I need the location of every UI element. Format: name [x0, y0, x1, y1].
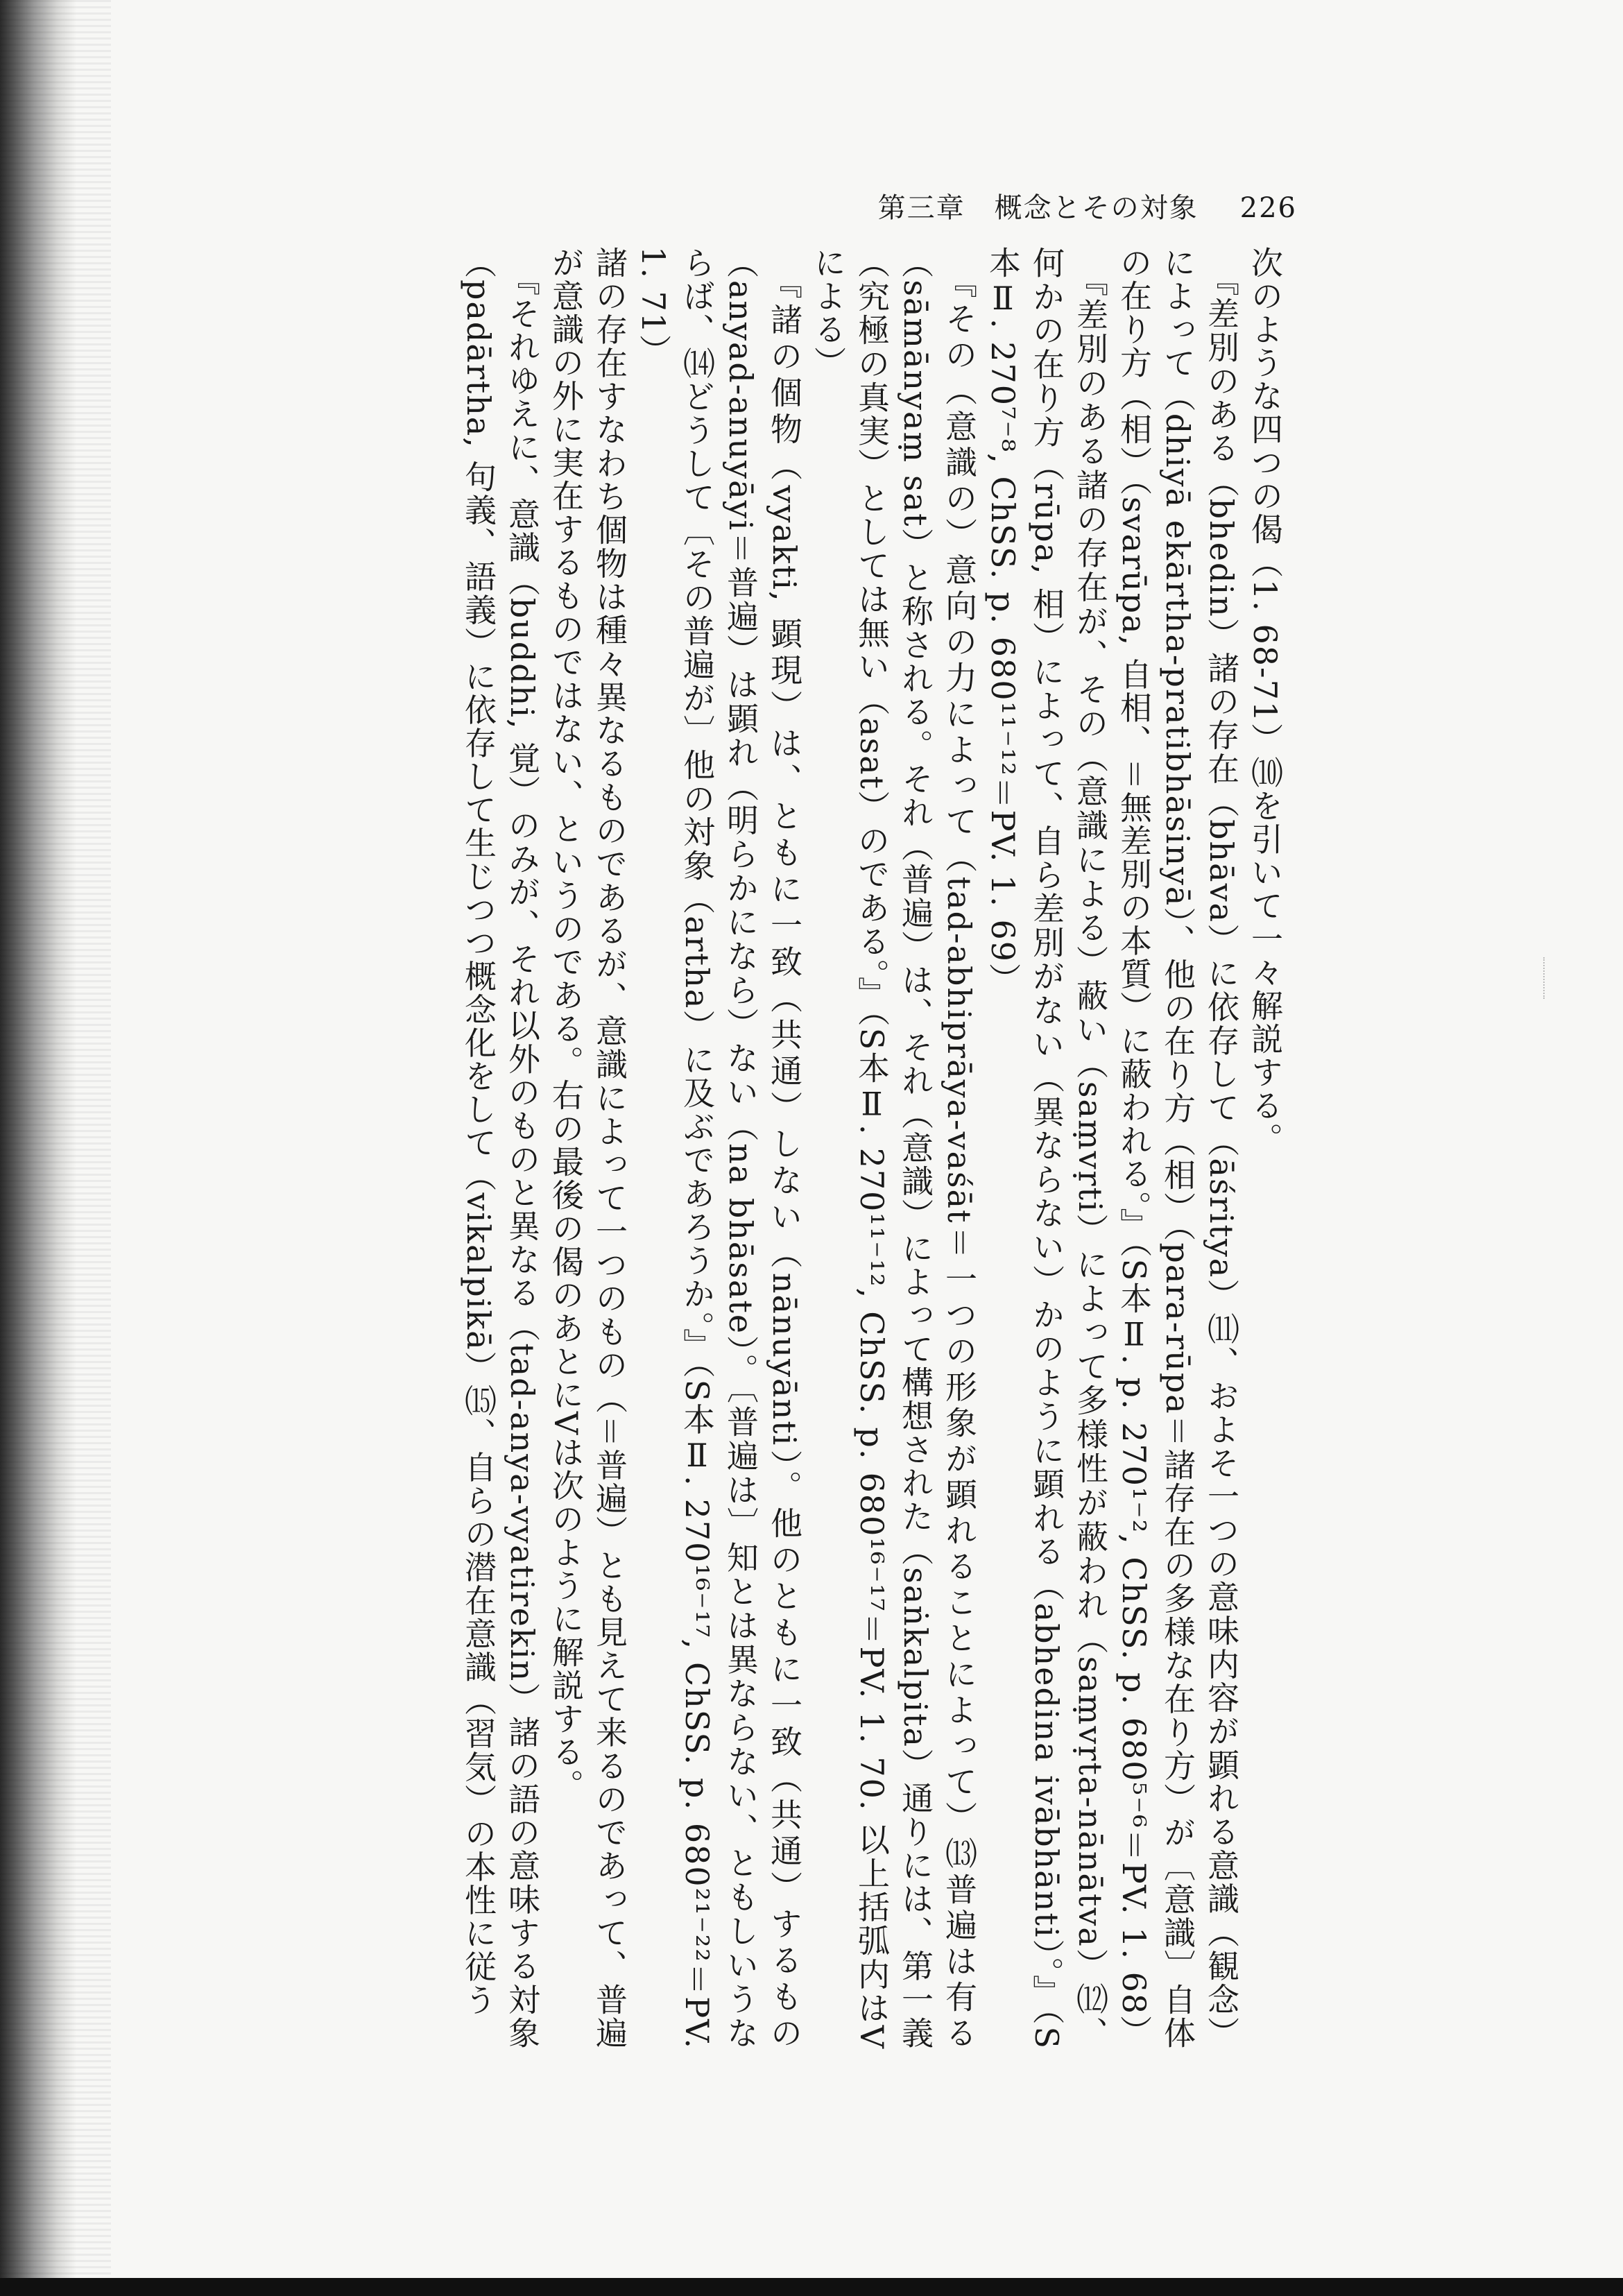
- paragraph: 諸の存在すなわち個物は種々異なるものであるが、意識によって一つのもの（＝普遍）とも見えて来るのであって、普遍が意識の外に実在するものではない、というのである。右の最後の偈のあとにVは次のように解説する。: [547, 246, 628, 2050]
- paragraph: 『差別のある（bhedin）諸の存在（bhāva）に依存して（āśritya）⑾、およそ一つの意味内容が顕れる意識（観念）によって（dhiyā ekārtha-pratibhāsinyā）、他の在り方（相）（para-rūpa＝諸存在の多様な在り方）が〔意識〕自体の在り方（相）（svarūpa, 自相、＝無差別の本質）に蔽われる。』（S本Ⅱ. p. 270¹⁻², ChSS. p. 680⁵⁻⁶＝PV. 1. 68）: [1115, 246, 1240, 2050]
- scan-bottom-edge: [0, 2278, 1623, 2296]
- scan-noise: [0, 0, 111, 2296]
- paragraph: 『差別のある諸の存在が、その（意識による）蔽い（saṃvṛti）によって多様性が蔽われ（saṃvṛta-nānātva）⑿、何かの在り方（rūpa, 相）によって、自ら差別がない（異ならない）かのように顕れる（abhedina ivābhānti）。』（S本Ⅱ. 270⁷⁻⁸, ChSS. p. 680¹¹⁻¹²＝PV. 1. 69）: [984, 246, 1109, 2050]
- paragraph: 『その（意識の）意向の力によって（tad-abhiprāya-vaśāt＝一つの形象が顕れることによって）⒀普遍は有る（sāmānyaṃ sat）と称される。それ（普遍）は、それ（意識）によって構想された（saṅkalpita）通りには、第一義（究極の真実）としては無い（asat）のである。』（S本Ⅱ. 270¹¹⁻¹², ChSS. p. 680¹⁶⁻¹⁷＝PV. 1. 70. 以上括弧内はVによる）: [809, 246, 978, 2050]
- paragraph: 『それゆえに、意識（buddhi, 覚）のみが、それ以外のものと異なる（tad-anya-vyatirekin）諸の語の意味する対象（padārtha, 句義、語義）に依存して生じつつ概念化をして（vikalpikā）⒂、自らの潜在意識（習気）の本性に従う: [460, 246, 541, 2050]
- paragraph: 次のような四つの偈（1. 68-71）⑽を引いて一々解説する。: [1246, 246, 1284, 1156]
- paragraph: 『諸の個物（vyakti, 顕現）は、ともに一致（共通）しない（nānuyānti）。他のともに一致（共通）するもの（anyad-anuyāyi＝普遍）は顕れ（明らかになら）ない（na bhāsate）。〔普遍は〕知とは異ならない、ともしいうならば、⒁どうして〔その普遍が〕他の対象（artha）に及ぶであろうか。』（S本Ⅱ. 270¹⁶⁻¹⁷, ChSS. p. 680²¹⁻²²＝PV. 1. 71）: [635, 246, 803, 2050]
- margin-mark: [1543, 957, 1557, 999]
- body-text: [274, 246, 1287, 2050]
- page-number: 226: [1239, 192, 1297, 224]
- chapter-title: 第三章 概念とその対象: [877, 192, 1199, 224]
- running-head: [878, 186, 1297, 225]
